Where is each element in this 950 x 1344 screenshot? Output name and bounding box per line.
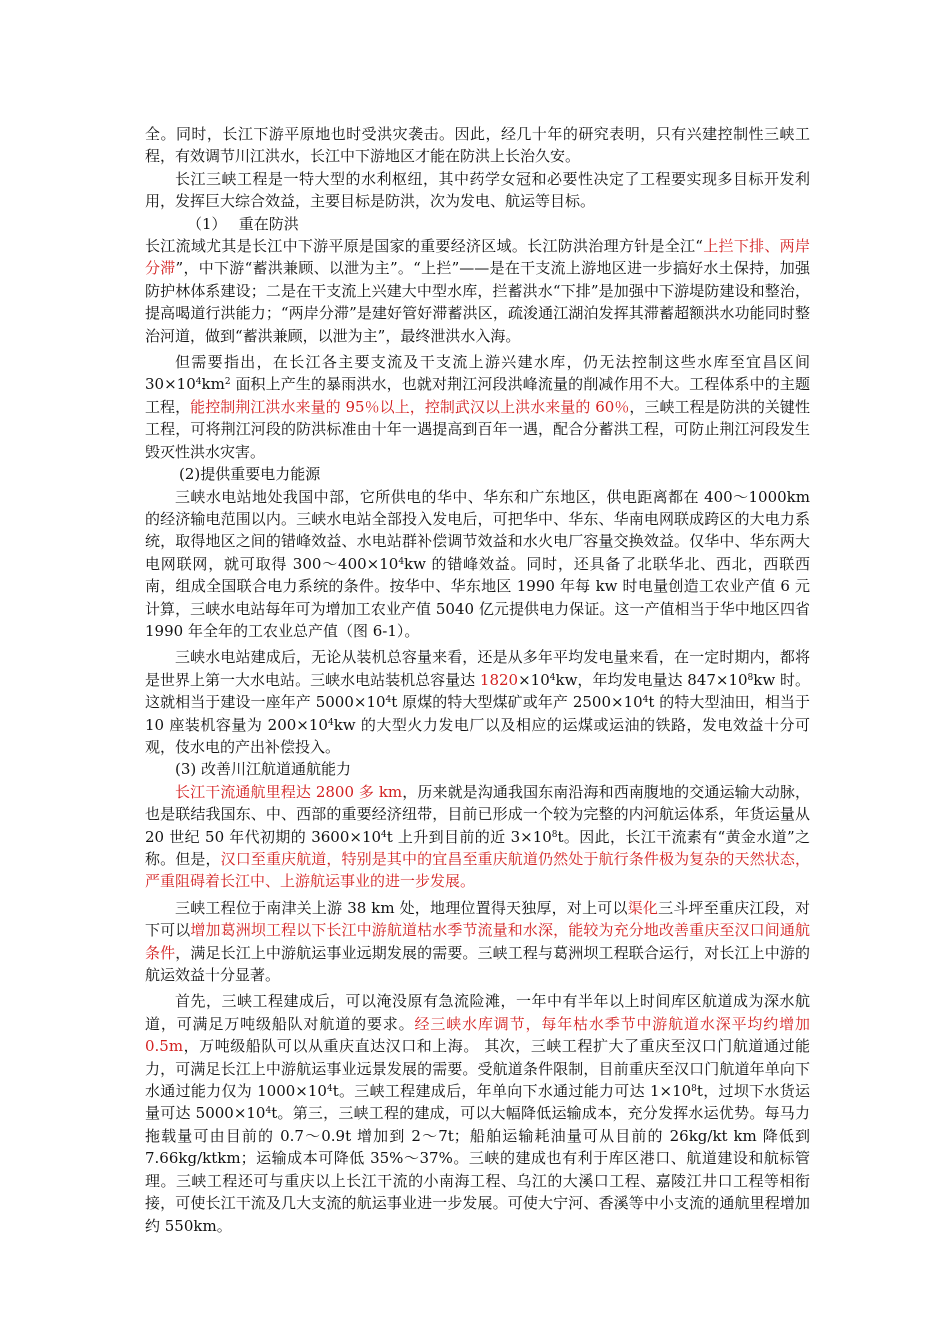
- heading-navigation: (3) 改善川江航道通航能力: [175, 760, 352, 779]
- text-segment: ×10: [518, 670, 550, 689]
- text-segment: t。因此，长江干流素有“黄金水道”之称。但是，: [145, 827, 811, 868]
- highlight-text: 汉口至重庆航道，特别是其中的宜昌至重庆航道仍然处于航行条件极为复杂的天然状态，严重阻碍着长江中、上游航运事业的进一步发展。: [145, 850, 810, 891]
- superscript: 8: [691, 1084, 697, 1095]
- heading-power-supply: (2)提供重要电力能源: [179, 465, 321, 484]
- paragraph-navigation-benefits: [145, 990, 810, 1236]
- highlight-text: 上拦下排、两岸分滞: [145, 237, 810, 278]
- text-segment: kw，年均发电量达 847×10: [555, 670, 748, 689]
- superscript: 2: [224, 377, 231, 388]
- text-segment: 长江流域尤其是长江中下游平原是国家的重要经济区域。长江防洪治理方针是全江“: [145, 237, 703, 256]
- paragraph-power-grid: [145, 486, 810, 643]
- text-segment: t 的特大型油田，相当于 10 座装机容量为 200×10: [145, 693, 810, 734]
- superscript: 4: [327, 717, 334, 728]
- text-segment: kw 时。这就相当于建设一座年产 5000×10: [145, 670, 810, 712]
- document-page: [145, 123, 810, 1237]
- text-segment: km: [201, 375, 225, 394]
- text-segment: t。第三，三峡工程的建成，可以大幅降低运输成本，充分发挥水运优势。每马力拖载量可由目前的 0.7～0.9t 增加到 2～7t；船舶运输耗油量可从目前的 26kg/kt km 降低到 7.66kg/ktkm；运输成本可降低 35%～37%。三峡的建成也有利于库区港口、航道建设和航标管理。三峡工程还可与重庆以上长江干流的小南海工程、乌江的大溪口工程、嘉陵江井口工程等相衔接，可使长江干流及几大支流的航运事业进一步发展。可使大宁河、香溪等中小支流的通航里程增加约 550km。: [145, 1104, 810, 1235]
- text-segment: ，满足长江上中游航运事业远期发展的需要。三峡工程与葛洲坝工程联合运行，对长江上中游的航运效益十分显著。: [145, 943, 810, 985]
- text-segment: ，历来就是沟通我国东南沿海和西南腹地的交通运输大动脉，也是联结我国东、中、西部的重要经济纽带，目前已形成一个较为完整的内河航运体系，年货运量从 20 世纪 50 年代初期的 3600×10: [145, 782, 810, 846]
- heading-flood-control: （1） 重在防洪: [187, 214, 299, 233]
- highlight-text: 能控制荆江洪水来量的 95％以上，控制武汉以上洪水来量的 60％: [190, 397, 630, 416]
- superscript: 4: [326, 1084, 333, 1095]
- text-segment: 面积上产生的暴雨洪水，也就对荆江河段洪峰流量的削减作用不大。工程体系中的主题工程，: [145, 375, 810, 416]
- text-segment: t，过坝下水货运量可达 5000×10: [145, 1082, 810, 1123]
- superscript: 4: [265, 1106, 272, 1117]
- superscript: 4: [385, 695, 392, 706]
- highlight-text: 增加葛洲坝工程以下长江中游航道枯水季节流量和水深，能较为充分地改善重庆至汉口间通航条件: [145, 921, 810, 962]
- text-segment: 三峡水电站地处我国中部，它所供电的华中、华东和广东地区，供电距离都在 400～1000km 的经济输电范围以内。三峡水电站全部投入发电后，可把华中、华东、华南电网联成跨区的大电力系统，取得地区之间的错峰效益、水电站群补偿调节效益和水火电厂容量交换效益。仅华中、华东两大电网联网，就可取得 300～400×10: [145, 487, 810, 573]
- superscript: 4: [381, 829, 387, 840]
- text-segment: t 上升到目前的近 3×10: [386, 827, 552, 846]
- paragraph-flood-key-project: [145, 351, 810, 463]
- paragraph-navigation-location: [145, 897, 810, 987]
- paragraph-power-capacity: [145, 646, 810, 758]
- text-segment: t 原煤的特大型煤矿或年产 2500×10: [391, 693, 643, 712]
- text-segment: 但需要指出，在长江各主要支流及干支流上游兴建水库，仍无法控制这些水库至宜昌区间 30×10: [145, 353, 810, 394]
- highlight-text: 渠化: [627, 898, 659, 917]
- highlight-text: 长江干流通航里程达 2800 多 km: [175, 782, 403, 801]
- highlight-text: 1820: [479, 670, 519, 689]
- text-segment: 三峡水电站建成后，无论从装机总容量来看，还是从多年平均发电量来看，在一定时期内，都将是世界上第一大水电站。三峡水电站装机总容量达: [145, 648, 810, 689]
- paragraph-three-gorges-overview: 长江三峡工程是一特大型的水利枢纽，其中药学女冠和必要性决定了工程要实现多目标开发利用，发挥巨大综合效益，主要目标是防洪，次为发电、航运等目标。: [145, 169, 810, 211]
- superscript: 4: [549, 672, 556, 683]
- text-segment: 首先，三峡工程建成后，可以淹没原有急流险滩，一年中有半年以上时间库区航道成为深水航道，可满足万吨级船队对航道的要求。: [145, 992, 810, 1033]
- superscript: 8: [747, 672, 754, 683]
- text-segment: t。三峡工程建成后，年单向下水通过能力可达 1×10: [332, 1082, 692, 1101]
- superscript: 8: [551, 829, 558, 840]
- superscript: 4: [398, 556, 405, 567]
- text-segment: kw 的大型火力发电厂以及相应的运煤或运油的铁路，发电效益十分可观，伎水电的产出补偿投入。: [145, 715, 810, 756]
- text-segment: ，万吨级船队可以从重庆直达汉口和上海。 其次，三峡工程扩大了重庆至汉口门航道通过能力，可满足长江上中游航运事业远景发展的需要。受航道条件限制，目前重庆至汉口门航道年单向下水通过能力仅为 1000×10: [145, 1037, 810, 1101]
- text-segment: kw 的错峰效益。同时，还具备了北联华北、西北，西联西南，组成全国联合电力系统的条件。按华中、华东地区 1990 年每 kw 时电量创造工农业产值 6 元计算，三峡水电站每年可为增加工农业产值 5040 亿元提供电力保证。这一产值相当于华中地区四省 1990 年全年的工农业总产值（图 6-1）。: [145, 554, 810, 640]
- superscript: 4: [195, 377, 202, 388]
- paragraph-navigation-mileage: [145, 781, 810, 893]
- text-segment: 三斗坪至重庆江段，对下可以: [145, 898, 810, 940]
- text-segment: ，三峡工程是防洪的关键性工程，可将荆江河段的防洪标准由十年一遇提高到百年一遇，配合分蓄洪工程，可防止荆江河段发生毁灭性洪水灾害。: [145, 397, 810, 461]
- paragraph-intro-end: 全。同时，长江下游平原地也时受洪灾袭击。因此，经几十年的研究表明，只有兴建控制性三峡工程，有效调节川江洪水，长江中下游地区才能在防洪上长治久安。: [145, 125, 810, 166]
- highlight-text: 经三峡水库调节，每年枯水季节中游航道水深平均约增加 0.5m: [145, 1014, 810, 1056]
- text-segment: ”，中下游“蓄洪兼顾、以泄为主”。“上拦”——是在干支流上游地区进一步搞好水土保持，加强防护林体系建设；二是在干支流上兴建大中型水库，拦蓄洪水“下排”是加强中下游堤防建设和整治，提高喝道行洪能力；“两岸分滞”是建好管好滞蓄洪区，疏浚通江湖泊发挥其滞蓄超额洪水功能同时整治河道，做到“蓄洪兼顾，以泄为主”，最终泄洪水入海。: [145, 259, 810, 345]
- paragraph-flood-policy: [145, 235, 810, 347]
- superscript: 4: [642, 695, 649, 706]
- text-segment: 三峡工程位于南津关上游 38 km 处，地理位置得天独厚，对上可以: [175, 898, 628, 917]
